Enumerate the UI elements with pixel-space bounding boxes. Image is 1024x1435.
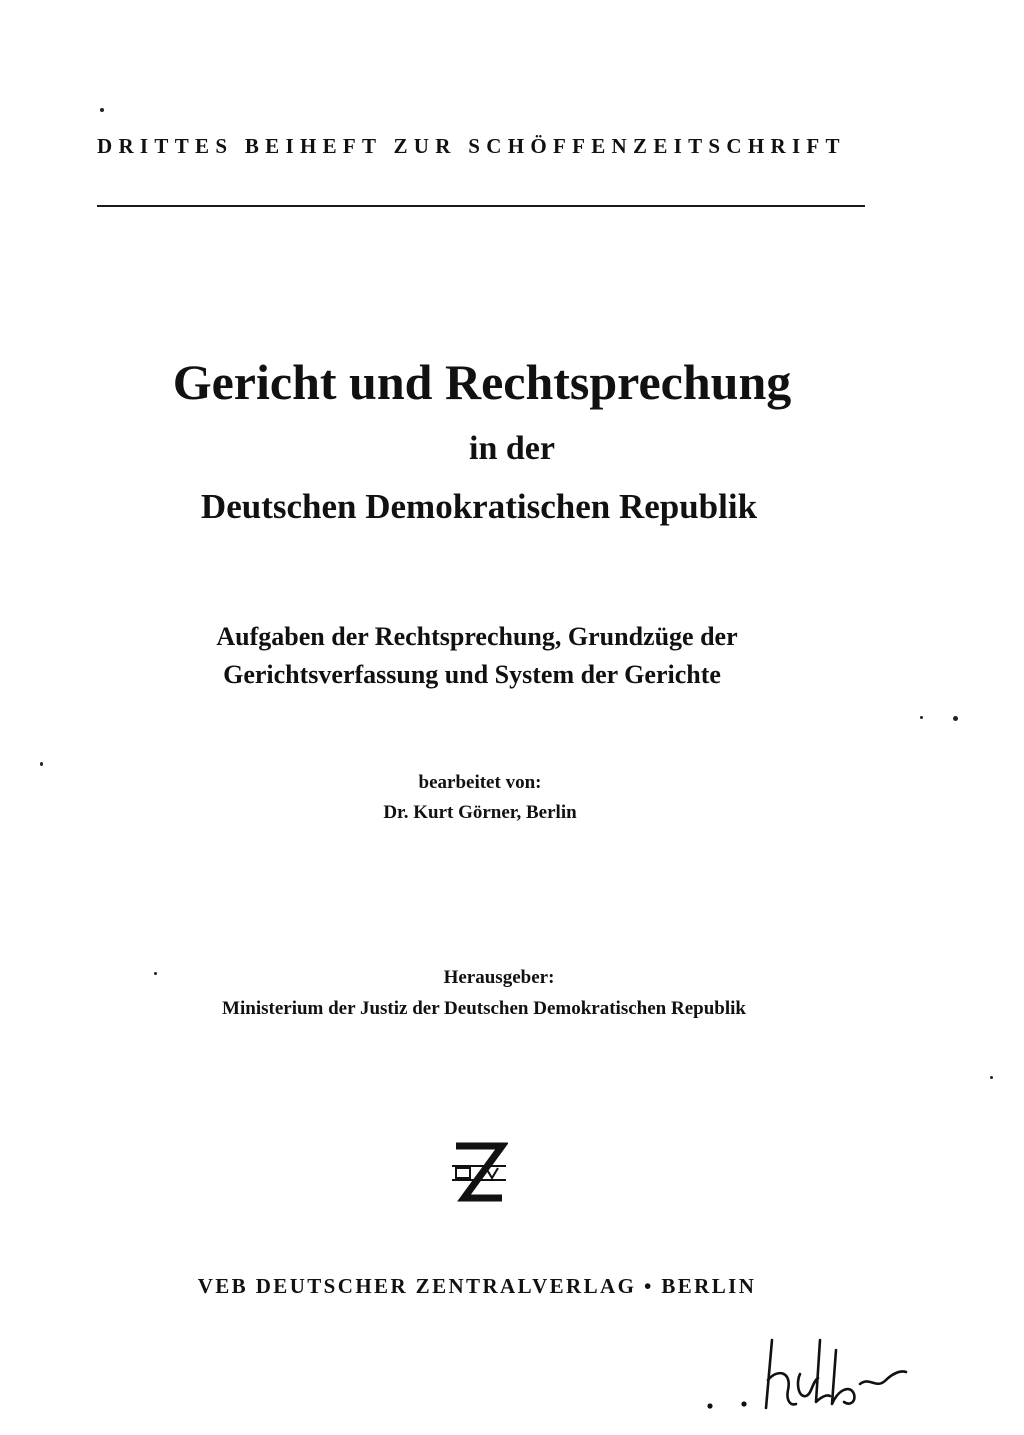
paper-speck — [990, 1076, 993, 1079]
paper-speck — [100, 108, 104, 112]
title-country: Deutschen Demokratischen Republik — [200, 487, 758, 526]
title-connector: in der — [469, 430, 555, 467]
header-rule — [97, 205, 865, 207]
paper-speck — [154, 972, 157, 975]
publisher-label: Herausgeber: — [443, 967, 555, 988]
handwritten-signature — [700, 1320, 970, 1420]
editor-name: Dr. Kurt Görner, Berlin — [383, 802, 577, 823]
edited-by-label: bearbeitet von: — [418, 772, 542, 793]
subtitle-line-1: Aufgaben der Rechtsprechung, Grundzüge der — [216, 622, 738, 651]
series-line: DRITTES BEIHEFT ZUR SCHÖFFENZEITSCHRIFT — [97, 134, 846, 158]
paper-speck — [920, 716, 923, 719]
page-title: Gericht und Rechtsprechung — [172, 354, 792, 410]
paper-speck — [953, 716, 958, 721]
publisher-name: Ministerium der Justiz der Deutschen Demokratischen Republik — [222, 998, 746, 1019]
imprint: VEB DEUTSCHER ZENTRALVERLAG • BERLIN — [197, 1274, 757, 1298]
subtitle-line-2: Gerichtsverfassung und System der Gerichte — [223, 660, 721, 689]
paper-speck — [40, 762, 43, 766]
zentralverlag-logo-icon — [450, 1140, 508, 1206]
